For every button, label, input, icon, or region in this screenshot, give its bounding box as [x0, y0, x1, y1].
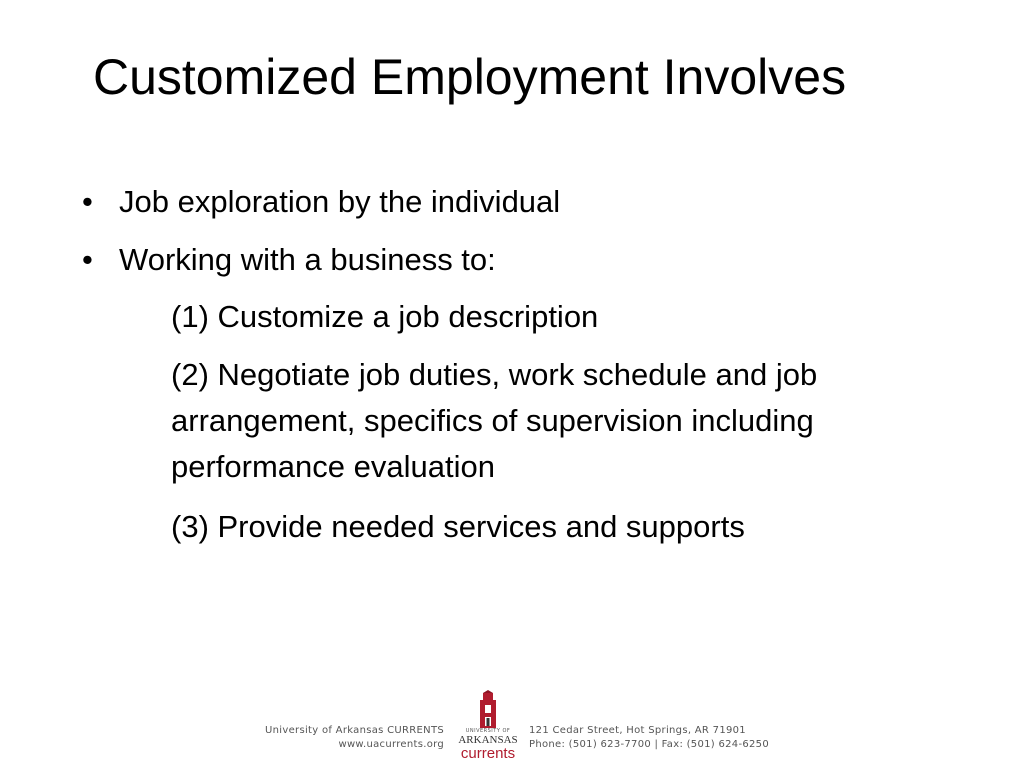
bullet-marker: •	[82, 242, 93, 277]
bullet-marker: •	[82, 184, 93, 219]
address: 121 Cedar Street, Hot Springs, AR 71901	[529, 725, 746, 736]
phone-fax: Phone: (501) 623-7700 | Fax: (501) 624-6250	[529, 739, 770, 750]
bullet-text: Working with a business to:	[119, 242, 496, 277]
sub-item: (2) Negotiate job duties, work schedule and job arrangement, specifics of supervision including performance evaluation	[171, 357, 818, 484]
logo-university-text: UNIVERSITY OF	[465, 728, 511, 734]
contact-info	[529, 724, 809, 752]
org-info	[259, 724, 444, 752]
logo-currents-text: currents	[460, 745, 516, 762]
sub-item: (1) Customize a job description	[171, 299, 599, 334]
university-logo	[452, 690, 524, 768]
logo-arkansas-text: ARKANSAS	[458, 734, 518, 746]
sub-item: (3) Provide needed services and supports	[171, 509, 745, 544]
old-main-tower-icon	[478, 690, 498, 728]
org-website: www.uacurrents.org	[338, 739, 444, 750]
org-name: University of Arkansas CURRENTS	[265, 725, 444, 736]
slide-title: Customized Employment Involves	[93, 49, 847, 105]
bullet-text: Job exploration by the individual	[119, 184, 561, 219]
footer	[0, 680, 1024, 768]
